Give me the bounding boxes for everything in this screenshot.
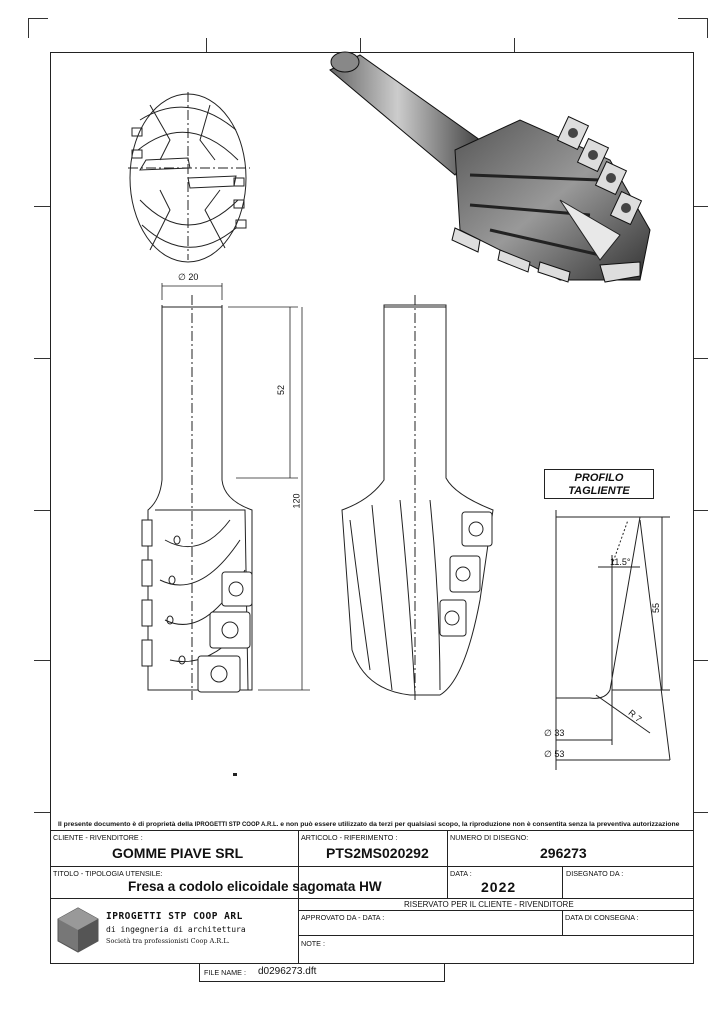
file-label: FILE NAME : [204,968,246,977]
title-value: Fresa a codolo elicoidale sagomata HW [128,879,382,894]
tb-line [50,866,694,867]
company-logo-icon [56,906,100,954]
date-label: DATA : [450,869,472,878]
reserved-label: RISERVATO PER IL CLIENTE - RIVENDITORE [404,900,574,909]
delivery-label: DATA DI CONSEGNA : [565,913,639,922]
tb-line [298,910,694,911]
date-value: 2022 [481,879,517,895]
notes-label: NOTE : [301,939,325,948]
file-value: d0296273.dft [258,966,317,977]
drawing-number-value: 296273 [540,845,587,861]
dim-shank-diameter: ∅ 20 [178,272,199,282]
notice-company: IPROGETTI STP COOP A.R.L. [194,822,279,828]
profile-title-box [544,469,654,499]
profile-title-line1: PROFILO [574,472,624,484]
dim-shank-length: 52 [276,384,287,396]
dim-diameter-large: ∅ 53 [544,749,565,759]
company-line3: Società tra professionisti Coop A.R.L. [106,937,230,945]
tb-line [562,910,563,935]
ownership-notice [58,821,690,828]
company-line2: di ingegneria di architettura [106,925,246,934]
tb-line [298,935,694,936]
dim-diameter-small: ∅ 33 [544,728,565,738]
article-value: PTS2MS020292 [326,845,429,861]
cutting-profile [556,510,670,770]
side-view [342,295,493,700]
front-view [142,295,252,700]
dim-height: 55 [651,602,662,614]
dot-mark [233,773,237,776]
dim-radius: R 7 [626,707,644,725]
tb-line [50,898,694,899]
notice-part1: Il presente documento è di proprietà della [58,821,193,828]
drawing-number-label: NUMERO DI DISEGNO: [450,833,529,842]
title-label: TITOLO - TIPOLOGIA UTENSILE: [53,869,163,878]
approved-label: APPROVATO DA - DATA : [301,913,385,922]
company-name: IPROGETTI STP COOP ARL [106,911,243,922]
notice-part2: e non può essere utilizzato da terzi per qualsiasi scopo, la riproduzione non è consentita senza la preventiva autorizzazione [280,821,680,828]
drawn-by-label: DISEGNATO DA : [566,869,624,878]
profile-title-line2: TAGLIENTE [568,485,630,497]
tb-line [562,866,563,898]
dim-angle: 11.5° [610,557,631,567]
end-view [128,92,250,262]
dim-total-length: 120 [291,493,302,509]
article-label: ARTICOLO - RIFERIMENTO : [301,833,398,842]
client-value: GOMME PIAVE SRL [112,845,244,861]
tb-line [298,830,299,964]
client-label: CLIENTE - RIVENDITORE : [53,833,143,842]
tb-line [447,830,448,898]
isometric-render [330,52,650,282]
